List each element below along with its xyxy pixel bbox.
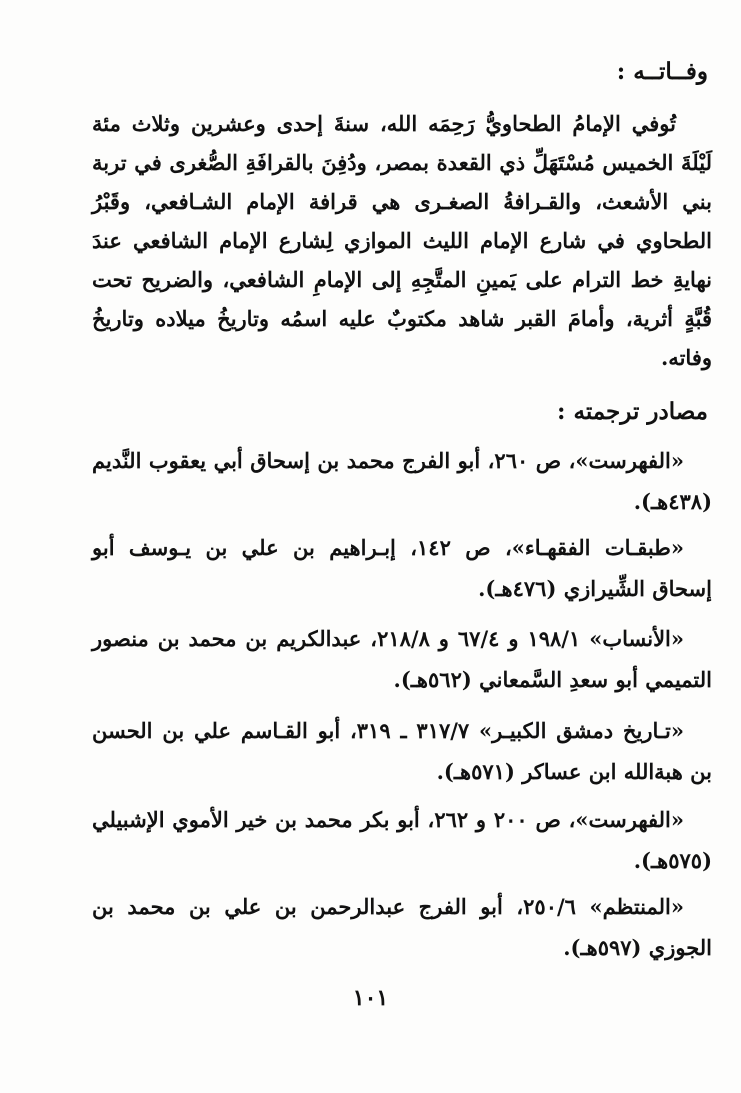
source-entry: «الفهرست»، ص ٢٦٠، أبو الفرج محمد بن إسحاق أبي يعقوب النَّديم (٤٣٨هـ). — [92, 448, 712, 514]
death-heading: وفــاتــه : — [616, 58, 708, 85]
source-entry: «تـاريخ دمشق الكبيـر» ٣١٧/٧ ـ ٣١٩، أبو القـاسم علي بن الحسن بن هبةالله ابن عساكر (٥٧١هـ). — [92, 718, 712, 784]
source-entry: «المنتظم» ٢٥٠/٦، أبو الفرج عبدالرحمن بن علي بن محمد بن الجوزي (٥٩٧هـ). — [92, 894, 712, 960]
page-number: ١٠١ — [352, 985, 389, 1011]
sources-heading: مصادر ترجمته : — [556, 398, 708, 425]
source-entry: «طبقـات الفقهـاء»، ص ١٤٢، إبـراهيم بن علي بن يـوسف أبو إسحاق الشِّيرازي (٤٧٦هـ). — [92, 535, 712, 601]
source-entry: «الفهرست»، ص ٢٠٠ و ٢٦٢، أبو بكر محمد بن خير الأموي الإشبيلي (٥٧٥هـ). — [92, 807, 712, 873]
source-entry: «الأنساب» ١٩٨/١ و ٦٧/٤ و ٢١٨/٨، عبدالكريم بن محمد بن منصور التميمي أبو سعدِ السَّمعاني (٥٦٢هـ). — [92, 626, 712, 692]
death-paragraph: تُوفي الإمامُ الطحاويُّ رَحِمَه الله، سنةَ إحدى وعشرين وثلاث مئة لَيْلَةَ الخميس مُسْتَهَلِّ ذي القعدة بمصر، ودُفِنَ بالقرافَةِ الصُّغرى في تربة بني الأشعث، والقـرافةُ الصغـرى هي قرافة الإمام الشـافعي، وقَبْرُ الطحاوي في شارع الإمام الليث الموازي لِشارع الإمام الشافعي عندَ نهايةِ خط الترام على يَمينِ المتَّجِهِ إلى الإمامِ الشافعي، والضريح تحت قُبَّةٍ أثرية، وأمامَ القبر شاهد مكتوبٌ عليه اسمُه وتاريخُ ميلاده وتاريخُ وفاته. — [92, 111, 712, 370]
